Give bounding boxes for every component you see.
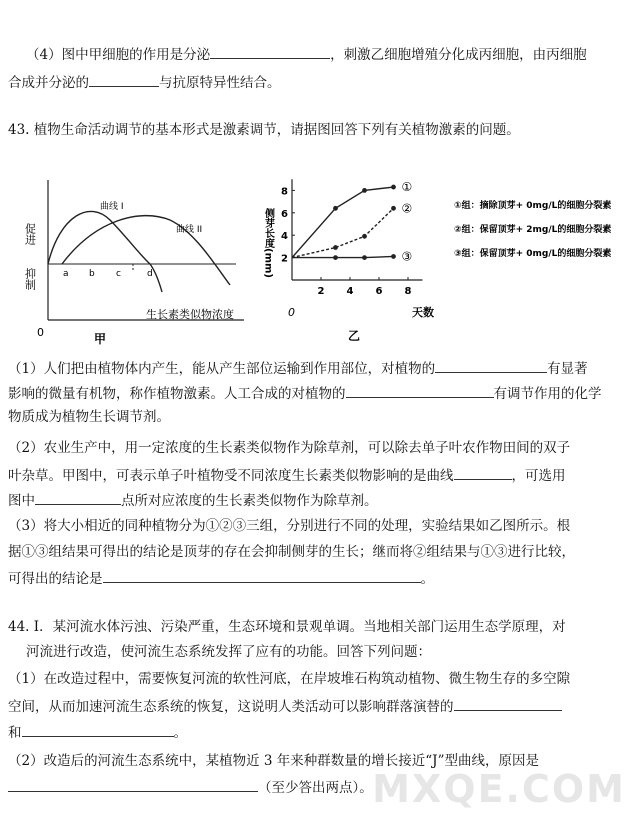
q43-p2-text-a: 叶杂草。甲图中，可表示单子叶植物受不同浓度生长素类似物影响的是曲线: [8, 468, 454, 484]
chart-yi: [262, 160, 622, 350]
chart-jia: [0, 160, 260, 350]
q44-p1-line2: [8, 696, 562, 716]
jia-y-bottom-label: 抑制: [23, 268, 37, 290]
q42-line1-text-a: （4）图中甲细胞的作用是分泌: [26, 47, 211, 63]
jia-point-b: b: [89, 269, 95, 279]
yi-data-point: [333, 206, 338, 211]
watermark: MXQE.COM: [372, 767, 626, 811]
q43-p2-line2: [8, 465, 566, 485]
jia-y-top-label: 促进: [23, 223, 37, 245]
q43-p2-text-d: 点所对应浓度的生长素类似物作为除草剂。: [121, 493, 378, 509]
yi-series-marker: ②: [401, 201, 413, 216]
q43-p1-text-b: 有显著: [547, 361, 588, 377]
jia-curve2-label: 曲线 II: [176, 225, 203, 235]
yi-data-point: [391, 185, 396, 190]
yi-x-label: 天数: [412, 306, 434, 319]
yi-series-marker: ③: [401, 249, 413, 264]
q42-line2: [8, 72, 281, 92]
q43-p3-text-a: 可得出的结论是: [8, 571, 103, 587]
q44-p2-line1: （2）改造后的河流生态系统中，某植物近 3 年来种群数量的增长接近“J”型曲线，原因是: [8, 753, 539, 769]
yi-legend-entry: ②组：保留顶芽+ 2mg/L的细胞分裂素: [454, 225, 612, 235]
yi-caption: 乙: [348, 329, 361, 343]
jia-point-c: c: [116, 269, 121, 279]
answer-blank[interactable]: [454, 696, 562, 711]
figure-area: [0, 160, 632, 350]
jia-x-label: 生长素类似物浓度: [146, 308, 234, 321]
yi-x-tick-label: 4: [346, 286, 354, 297]
answer-blank[interactable]: [454, 465, 512, 480]
q43-p3-text-b: 。: [420, 571, 434, 587]
yi-x-tick-label: 6: [375, 286, 383, 297]
yi-x-tick-label: 8: [404, 286, 412, 297]
q44-p1-line1: （1）在改造过程中，需要恢复河流的软性河底，在岸坡堆石构筑动植物、微生物生存的多空隙: [8, 671, 571, 687]
yi-y-tick-label: 2: [281, 253, 288, 265]
q44-stem-line1: 44. Ⅰ．某河流水体污浊、污染严重，生态环境和景观单调。当地相关部门运用生态学原理，对: [8, 619, 566, 635]
jia-curve1-label: 曲线 I: [100, 202, 124, 212]
yi-legend-entry: ①组：摘除顶芽+ 0mg/L的细胞分裂素: [454, 201, 612, 211]
answer-blank[interactable]: [89, 72, 159, 87]
yi-y-label: 侧芽长度(mm): [262, 208, 274, 278]
yi-series-line-3: [292, 256, 394, 257]
q44-p1-line3: [8, 722, 187, 742]
jia-caption: 甲: [94, 332, 107, 346]
q44-p1-text-c: 。: [173, 725, 187, 741]
yi-y-tick-label: 6: [281, 208, 288, 220]
q43-p1-line1: [8, 358, 588, 378]
yi-data-point: [333, 255, 338, 260]
q43-p3-line2: 据①③组结果可得出的结论是顶芽的存在会抑制侧芽的生长；继而将②组结果与①③进行比较，: [8, 544, 575, 560]
yi-y-tick-label: 4: [281, 231, 288, 243]
yi-x-tick-label: 2: [317, 286, 325, 297]
yi-legend-entry: ③组：保留顶芽+ 0mg/L的细胞分裂素: [454, 249, 612, 259]
yi-origin: 0: [288, 306, 295, 319]
answer-blank[interactable]: [22, 722, 174, 737]
q43-stem: 43. 植物生命活动调节的基本形式是激素调节，请据图回答下列有关植物激素的问题。: [8, 122, 520, 138]
q44-p1-text-a: 空间，从而加速河流生态系统的恢复，这说明人类活动可以影响群落演替的: [8, 699, 454, 715]
jia-point-d: d: [147, 269, 153, 279]
yi-data-point: [362, 255, 367, 260]
curve-2: [62, 216, 230, 285]
q42-line1: [26, 44, 587, 64]
yi-data-point: [391, 254, 396, 259]
yi-data-point: [362, 188, 367, 193]
q43-p2-text-c: 图中: [8, 493, 35, 509]
yi-data-point: [362, 234, 367, 239]
jia-point-a: a: [63, 269, 69, 279]
yi-series-line-2: [292, 208, 394, 257]
yi-y-tick-label: 8: [281, 186, 288, 198]
jia-origin: 0: [37, 326, 44, 339]
q44-p2-text: （至少答出两点）。: [258, 780, 373, 796]
q43-p1-text-d: 有调节作用的化学: [493, 386, 602, 402]
q43-p1-text-c: 影响的微量有机物，称作植物激素。人工合成的对植物的: [8, 386, 346, 402]
q43-p1-line2: [8, 383, 602, 403]
q43-p3-line1: （3）将大小相近的同种植物分为①②③三组，分别进行不同的处理，实验结果如乙图所示。根: [8, 518, 571, 534]
yi-data-point: [391, 206, 396, 211]
q43-p2-line3: [8, 490, 378, 510]
q43-p1-line3: 物质成为植物生长调节剂。: [8, 409, 170, 425]
q42-line1-text-b: ，刺激乙细胞增殖分化成丙细胞，由丙细胞: [330, 47, 587, 63]
answer-blank[interactable]: [435, 358, 547, 373]
q44-stem-line2: 河流进行改造，使河流生态系统发挥了应有的功能。回答下列问题：: [26, 644, 431, 660]
q43-p1-text-a: （1）人们把由植物体内产生，能从产生部位运输到作用部位，对植物的: [8, 361, 436, 377]
answer-blank[interactable]: [8, 777, 258, 792]
answer-blank[interactable]: [346, 383, 494, 398]
yi-data-point: [333, 245, 338, 250]
q43-p2-line1: （2）农业生产中，用一定浓度的生长素类似物作为除草剂，可以除去单子叶农作物田间的双子: [8, 440, 571, 456]
answer-blank[interactable]: [103, 568, 421, 583]
q43-p2-text-b: ，可选用: [511, 468, 566, 484]
q44-p2-line2: [8, 777, 373, 797]
q44-p1-text-b: 和: [8, 725, 22, 741]
q42-line2-text-a: 合成并分泌的: [8, 75, 89, 91]
answer-blank[interactable]: [210, 44, 330, 59]
q42-line2-text-b: 与抗原特异性结合。: [159, 75, 281, 91]
curve-1: [48, 211, 162, 292]
answer-blank[interactable]: [35, 490, 121, 505]
q43-p3-line3: [8, 568, 434, 588]
yi-series-marker: ①: [401, 180, 413, 195]
